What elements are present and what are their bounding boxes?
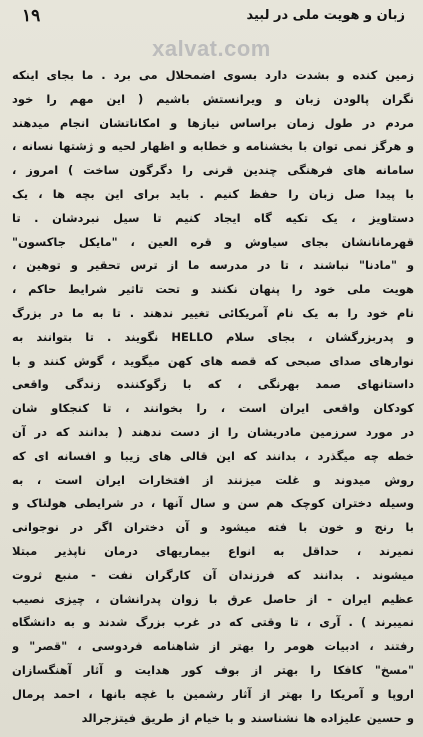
text-line: و هرگز نمی توان با بخشنامه و خطابه و اظهار لحیه و ژشتها نسانه ، — [12, 139, 414, 154]
text-line: روش میدوند و غلت میزنند از افتخارات ایران است ، به — [12, 472, 414, 487]
text-line: خطه چه میگذرد ، بدانند که این قالی های زیبا و افسانه ای که — [12, 448, 414, 463]
text-line: میشوند . بدانند که فرزندان آن کارگران نفت - منبع ثروت — [12, 567, 414, 582]
text-line: وسیله دختران کوچک هم سن و سال آنها ، در شرایطی هولناک و — [12, 496, 414, 511]
text-line: هویت ملی خود را پنهان نکنند و تحت تاثیر شرایط حاکم ، — [12, 282, 414, 297]
text-line: نگران پالودن زبان و ویرانستش باشیم ( این مهم را خود — [12, 91, 414, 106]
text-line: نمیبرند ) . آری ، تا وقتی که در غرب بزرگ شدند و به دانشگاه — [12, 615, 414, 630]
text-line: داستانهای صمد بهرنگی ، که با زگوکننده زندگی واقعی — [12, 377, 414, 392]
text-line: و پدربزرگشان ، بجای سلام HELLO نگویند . تا بتوانند به — [12, 329, 414, 344]
text-line: "مسخ" کافکا را بهتر از بوف کور هدایت و آثار آهنگسازان — [12, 662, 414, 677]
page-number: ۱۹ — [22, 6, 41, 26]
text-line: در مورد سرزمین مادریشان را از دست ندهند ( بدانند که در آن — [12, 424, 414, 439]
text-line: نام خود را به یک نام آمریکائی تغییر ندهند . تا به ما در بزرگ — [12, 305, 414, 320]
watermark: xalvat.com — [152, 36, 271, 61]
text-line: قهرمانانشان بجای سیاوش و قره العین ، "مایکل جاکسون" — [12, 234, 414, 249]
text-line: عظیم ایران - از حاصل عرق با زوان پدرانشان ، چیزی نصیب — [12, 591, 414, 606]
text-line: مردم در طول زمان براساس نیازها و امکاناتشان انجام میدهند — [12, 115, 414, 130]
body-text — [12, 64, 414, 732]
text-line: نمیرند ، حداقل به انواع بیماریهای درمان ناپذیر مبتلا — [12, 543, 414, 558]
text-line: نوارهای صدای صبحی که قصه های کهن میگوید ، گوش کنند و با — [12, 353, 414, 368]
text-line: با رنج و خون با فته میشود و آن دختران اگر در نوجوانی — [12, 520, 414, 535]
text-line: با پیدا صل زبان را حفظ کنیم . باید برای این بچه ها ، یک — [12, 186, 414, 201]
text-line: اروپا و آمریکا را بهتر از آثار رشمین با غچه بانها ، احمد پرمال — [12, 686, 414, 701]
text-line: رفتند ، ادبیات هومر را بهتر از شاهنامه فردوسی ، "قصر" و — [12, 639, 414, 654]
text-line: سامانه های فرهنگی چندین قرنی را دگرگون ساخت ) امروز ، — [12, 163, 414, 178]
text-line: زمین کنده و بشدت دارد بسوی اضمحلال می برد . ما بجای اینکه — [12, 68, 414, 82]
text-line: دستاویز ، یک تکیه گاه ایجاد کنیم تا سیل نبردشان . تا — [12, 210, 414, 225]
text-line: کودکان واقعی ایران است ، را بخوانند ، تا کنجکاو شان — [12, 401, 414, 416]
running-title: زبان و هویت ملی در لبید — [246, 8, 405, 23]
text-line: و حسین علیزاده ها نشناسند و با خیام از طریق فیتزجرالد — [81, 710, 414, 725]
text-line: و "مادنا" نباشند ، تا در مدرسه ما از ترس تحقیر و توهین ، — [12, 258, 414, 273]
